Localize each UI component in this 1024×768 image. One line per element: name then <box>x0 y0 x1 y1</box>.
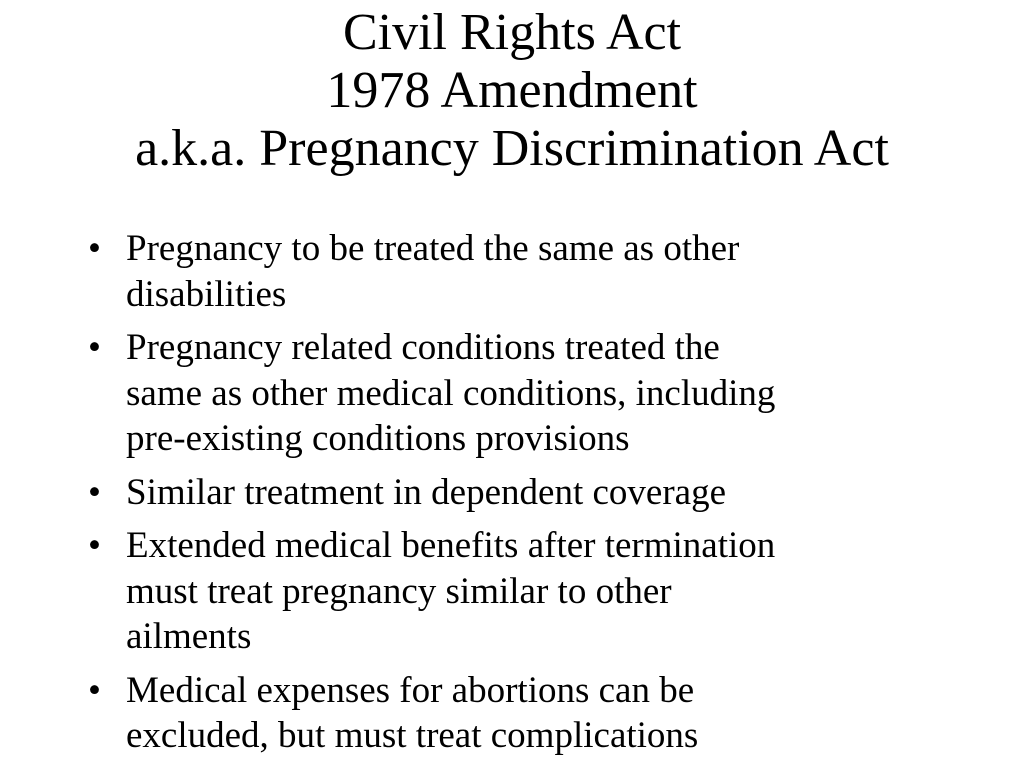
bullet-icon: • <box>88 525 101 566</box>
bullet-text-line: must treat pregnancy similar to other <box>126 570 672 612</box>
bullet-text-line: ailments <box>126 616 252 657</box>
bullet-text-line: Pregnancy to be treated the same as other <box>126 228 740 269</box>
bullet-text-line: same as other medical conditions, including <box>126 372 776 414</box>
title-line: a.k.a. Pregnancy Discrimination Act <box>135 120 889 177</box>
bullet-item <box>80 668 950 759</box>
bullet-list <box>80 226 950 767</box>
bullet-text-line: Medical expenses for abortions can be <box>126 669 695 711</box>
slide-title <box>0 4 1024 178</box>
bullet-text-line: Pregnancy related conditions treated the <box>126 327 720 368</box>
bullet-text-line: disabilities <box>126 273 287 315</box>
title-line: Civil Rights Act <box>342 4 682 61</box>
title-line: 1978 Amendment <box>326 62 698 119</box>
bullet-text-line: excluded, but must treat complications <box>126 715 699 756</box>
bullet-item <box>80 523 950 660</box>
bullet-text-line: pre-existing conditions provisions <box>126 418 630 459</box>
bullet-text-line: Extended medical benefits after termination <box>126 525 776 566</box>
bullet-icon: • <box>88 669 101 711</box>
bullet-item <box>80 325 950 462</box>
bullet-icon: • <box>88 327 101 368</box>
bullet-item <box>80 226 950 317</box>
bullet-icon: • <box>88 471 101 513</box>
bullet-text-line: Similar treatment in dependent coverage <box>126 471 726 513</box>
bullet-icon: • <box>88 228 101 269</box>
bullet-item <box>80 470 950 516</box>
